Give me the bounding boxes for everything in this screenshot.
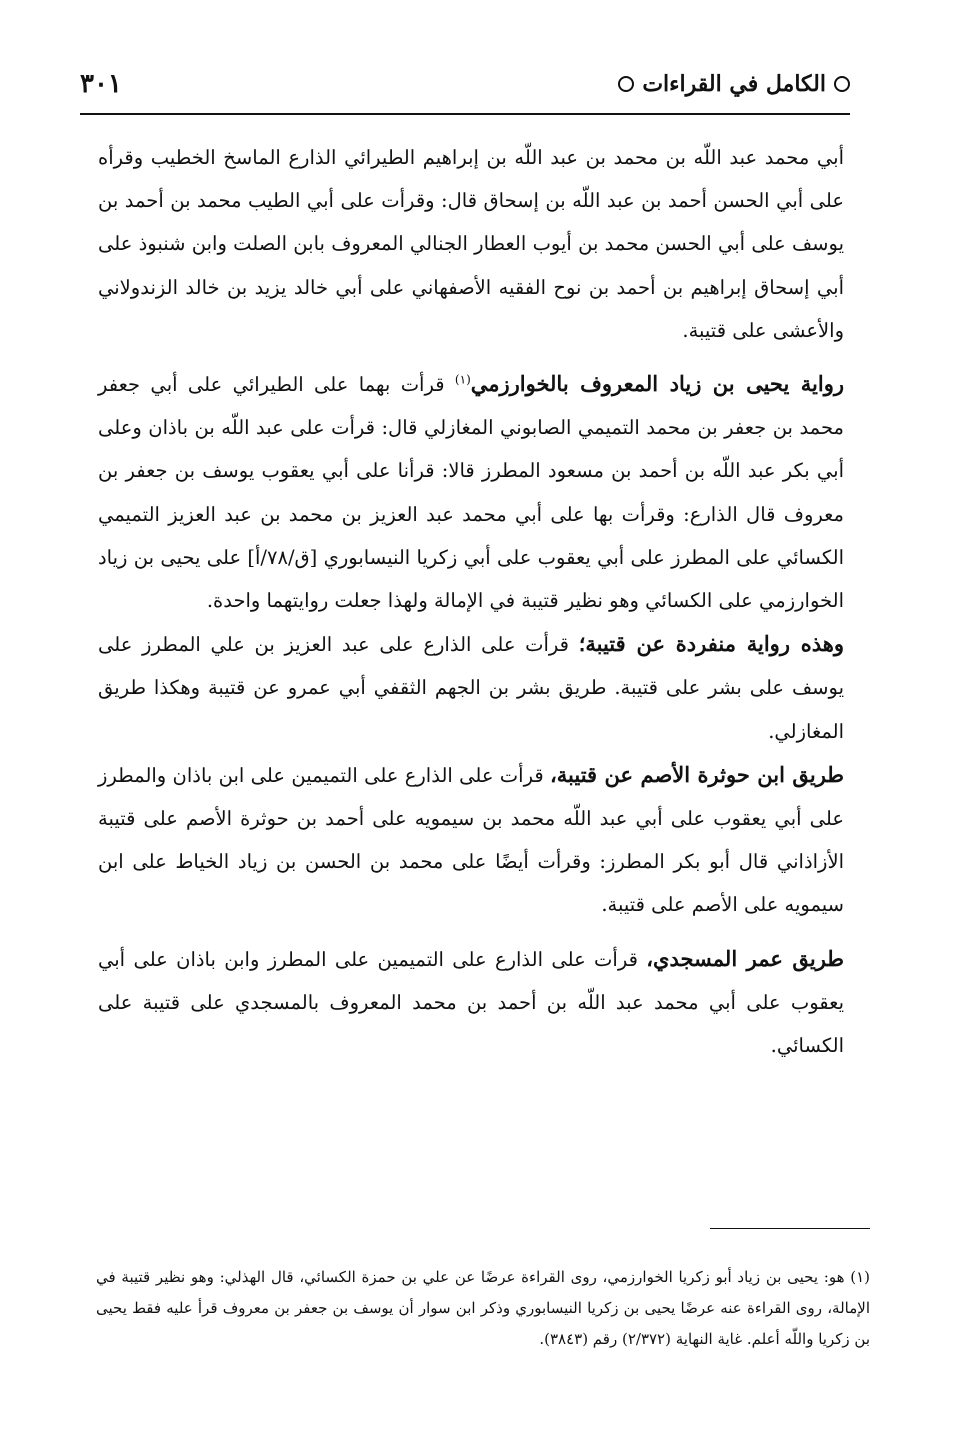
paragraph-4: [98, 753, 844, 927]
paragraph-5: [98, 937, 844, 1068]
running-head: [618, 71, 850, 97]
paragraph-text: قرأت على الذارع على عبد العزيز بن علي المطرز على يوسف على بشر على قتيبة. طريق بشر بن الجهم الثقفي أبي عمرو عن قتيبة وهكذا طريق المغازلي.: [98, 633, 844, 743]
footnote-marker: (١): [454, 372, 471, 387]
paragraph-text: أبي محمد عبد اللّه بن محمد بن عبد اللّه بن إبراهيم الطيرائي الذارع الماسخ الخطيب وقرأه على أبي الحسن أحمد بن عبد اللّه بن إسحاق قال: وقرأت على أبي الطيب محمد بن أحمد بن يوسف على أبي الحسن محمد بن أيوب العطار الجنالي المعروف بابن الصلت وابن شنبوذ على أبي إسحاق إبراهيم بن أحمد بن نوح الفقيه الأصفهاني على أبي خالد يزيد بن خالد الزندولاني والأعشى على قتيبة.: [98, 146, 844, 342]
paragraph-text: قرأت بهما على الطيرائي على أبي جعفر محمد بن جعفر بن محمد التميمي الصابوني المغازلي قال: قرأت على عبد اللّه بن باذان وعلى أبي بكر عبد اللّه بن أحمد بن مسعود المطرز قالا: قرأنا على أبي يعقوب يوسف بن جعفر بن معروف قال الذارع: وقرأت بها على أبي محمد عبد العزيز بن محمد بن عبد العزيز التميمي الكسائي على المطرز على أبي يعقوب على أبي زكريا النيسابوري [ق/٧٨/أ] على يحيى بن زياد الخوارزمي على الكسائي وهو نظير قتيبة في الإمالة ولهذا جعلت روايتهما واحدة.: [98, 373, 844, 613]
footnote-rule: [710, 1228, 870, 1229]
paragraph-3: [98, 622, 844, 753]
page-header: [80, 62, 850, 106]
paragraph-text: قرأت على الذارع على التميمين على المطرز وابن باذان على أبي يعقوب على أبي محمد عبد اللّه بن أحمد بن محمد المعروف بالمسجدي على قتيبة على الكسائي.: [98, 947, 844, 1058]
paragraph-1: [98, 136, 844, 352]
header-rule: [80, 113, 850, 115]
paragraph-text: قرأت على الذارع على التميمين على ابن باذان والمطرز على أبي يعقوب على أبي عبد اللّه محمد بن سيمويه على أحمد بن حوثرة الأصم على قتيبة الأزاذاني قال أبو بكر المطرز: وقرأت أيضًا على محمد بن الحسن بن زياد الخياط على ابن سيمويه على الأصم على قتيبة.: [98, 763, 844, 917]
main-text: [98, 136, 844, 1077]
running-head-title: الكامل في القراءات: [642, 71, 826, 97]
paragraph-2: [98, 362, 844, 622]
section-heading: وهذه رواية منفردة عن قتيبة؛: [578, 631, 845, 657]
section-heading: رواية يحيى بن زياد المعروف بالخوارزمي: [470, 371, 845, 397]
circle-ornament-icon: [618, 76, 634, 92]
circle-ornament-icon: [834, 76, 850, 92]
section-heading: طريق ابن حوثرة الأصم عن قتيبة،: [550, 761, 845, 787]
footnote-1: (١) هو: يحيى بن زياد أبو زكريا الخوارزمي، روى القراءة عرضًا عن علي بن حمزة الكسائي، قال الهذلي: وهو نظير قتيبة في الإمالة، روى القراءة عنه عرضًا يحيى بن زكريا النيسابوري وذكر ابن سوار أن يوسف بن جعفر بن معروف قرأ عليه فقط يحيى بن زكريا واللّه أعلم. غاية النهاية (٢/٣٧٢) رقم (٣٨٤٣).: [96, 1268, 870, 1348]
section-heading: طريق عمر المسجدي،: [646, 945, 844, 971]
footnotes: [96, 1262, 870, 1355]
page-number: ٣٠١: [80, 69, 122, 99]
